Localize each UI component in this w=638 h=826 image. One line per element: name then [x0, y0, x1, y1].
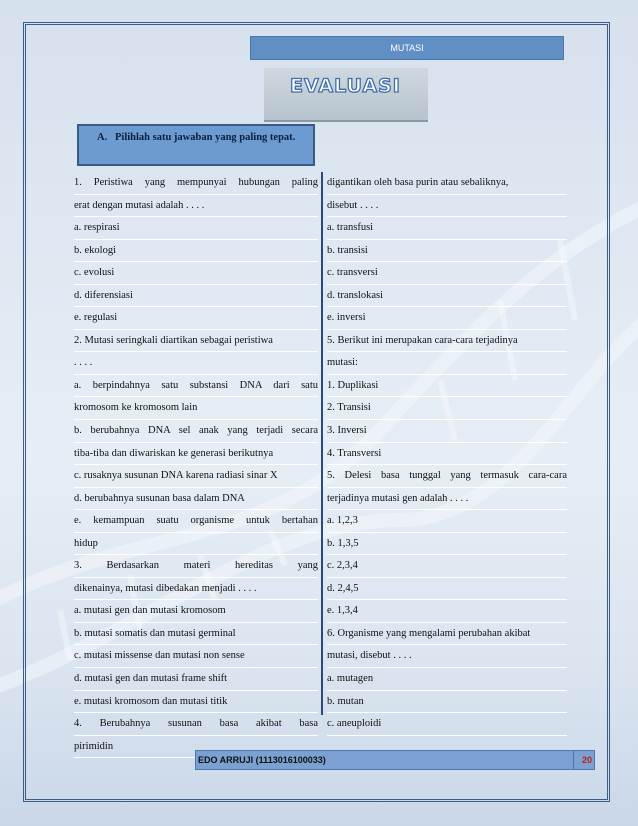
footer-divider [573, 751, 574, 769]
text-line: b. transisi [327, 240, 567, 263]
text-line: mutasi, disebut . . . . [327, 645, 567, 668]
text-line: disebut . . . . [327, 195, 567, 218]
header-bar [250, 36, 564, 60]
text-line: b. mutasi somatis dan mutasi germinal [74, 623, 318, 646]
text-line: d. berubahnya susunan basa dalam DNA [74, 488, 318, 511]
text-line: dikenainya, mutasi dibedakan menjadi . . . . [74, 578, 318, 601]
text-line: e. inversi [327, 307, 567, 330]
instruction-box [77, 124, 315, 166]
text-line: mutasi: [327, 352, 567, 375]
instruction-label: A. [97, 132, 108, 143]
text-line: b. ekologi [74, 240, 318, 263]
column-separator [321, 172, 323, 715]
text-line: d. diferensiasi [74, 285, 318, 308]
text-line: c. mutasi missense dan mutasi non sense [74, 645, 318, 668]
footer-bar [195, 750, 595, 770]
text-line: d. translokasi [327, 285, 567, 308]
page-number: 20 [581, 755, 592, 765]
text-line: 5. Delesi basa tunggal yang termasuk cara-cara [327, 465, 567, 488]
text-line: 5. Berikut ini merupakan cara-cara terjadinya [327, 330, 567, 353]
right-column [327, 172, 567, 736]
left-column [74, 172, 318, 758]
text-line: c. aneuploidi [327, 713, 567, 736]
text-line: b. berubahnya DNA sel anak yang terjadi secara [74, 420, 318, 443]
text-line: 3. Berdasarkan materi hereditas yang [74, 555, 318, 578]
text-line: 3. Inversi [327, 420, 567, 443]
text-line: c. transversi [327, 262, 567, 285]
text-line: e. mutasi kromosom dan mutasi titik [74, 691, 318, 714]
text-line: c. evolusi [74, 262, 318, 285]
text-line: tiba-tiba dan diwariskan ke generasi berikutnya [74, 443, 318, 466]
text-line: 6. Organisme yang mengalami perubahan akibat [327, 623, 567, 646]
text-line: erat dengan mutasi adalah . . . . [74, 195, 318, 218]
text-line: 2. Mutasi seringkali diartikan sebagai peristiwa [74, 330, 318, 353]
text-line: e. 1,3,4 [327, 600, 567, 623]
instruction-text: Pilihlah satu jawaban yang paling tepat. [115, 132, 296, 143]
footer-author: EDO ARRUJI (1113016100033) [198, 755, 326, 765]
text-line: . . . . [74, 352, 318, 375]
text-line: e. regulasi [74, 307, 318, 330]
text-line: 1. Duplikasi [327, 375, 567, 398]
text-line: a. respirasi [74, 217, 318, 240]
text-line: a. mutasi gen dan mutasi kromosom [74, 600, 318, 623]
text-line: a. 1,2,3 [327, 510, 567, 533]
text-line: terjadinya mutasi gen adalah . . . . [327, 488, 567, 511]
header-title: MUTASI [390, 43, 424, 53]
text-line: a. berpindahnya satu substansi DNA dari satu [74, 375, 318, 398]
text-line: c. rusaknya susunan DNA karena radiasi sinar X [74, 465, 318, 488]
text-line: c. 2,3,4 [327, 555, 567, 578]
text-line: 2. Transisi [327, 397, 567, 420]
text-line: b. mutan [327, 691, 567, 714]
text-line: hidup [74, 533, 318, 556]
page-heading: EVALUASI [290, 75, 401, 97]
text-line: digantikan oleh basa purin atau sebaliknya, [327, 172, 567, 195]
text-line: d. 2,4,5 [327, 578, 567, 601]
text-line: pirimidin [74, 736, 318, 759]
text-line: a. mutagen [327, 668, 567, 691]
text-line: d. mutasi gen dan mutasi frame shift [74, 668, 318, 691]
text-line: kromosom ke kromosom lain [74, 397, 318, 420]
text-line: 4. Transversi [327, 443, 567, 466]
text-line: 1. Peristiwa yang mempunyai hubungan paling [74, 172, 318, 195]
text-line: a. transfusi [327, 217, 567, 240]
text-line: b. 1,3,5 [327, 533, 567, 556]
text-line: e. kemampuan suatu organisme untuk bertahan [74, 510, 318, 533]
text-line: 4. Berubahnya susunan basa akibat basa [74, 713, 318, 736]
